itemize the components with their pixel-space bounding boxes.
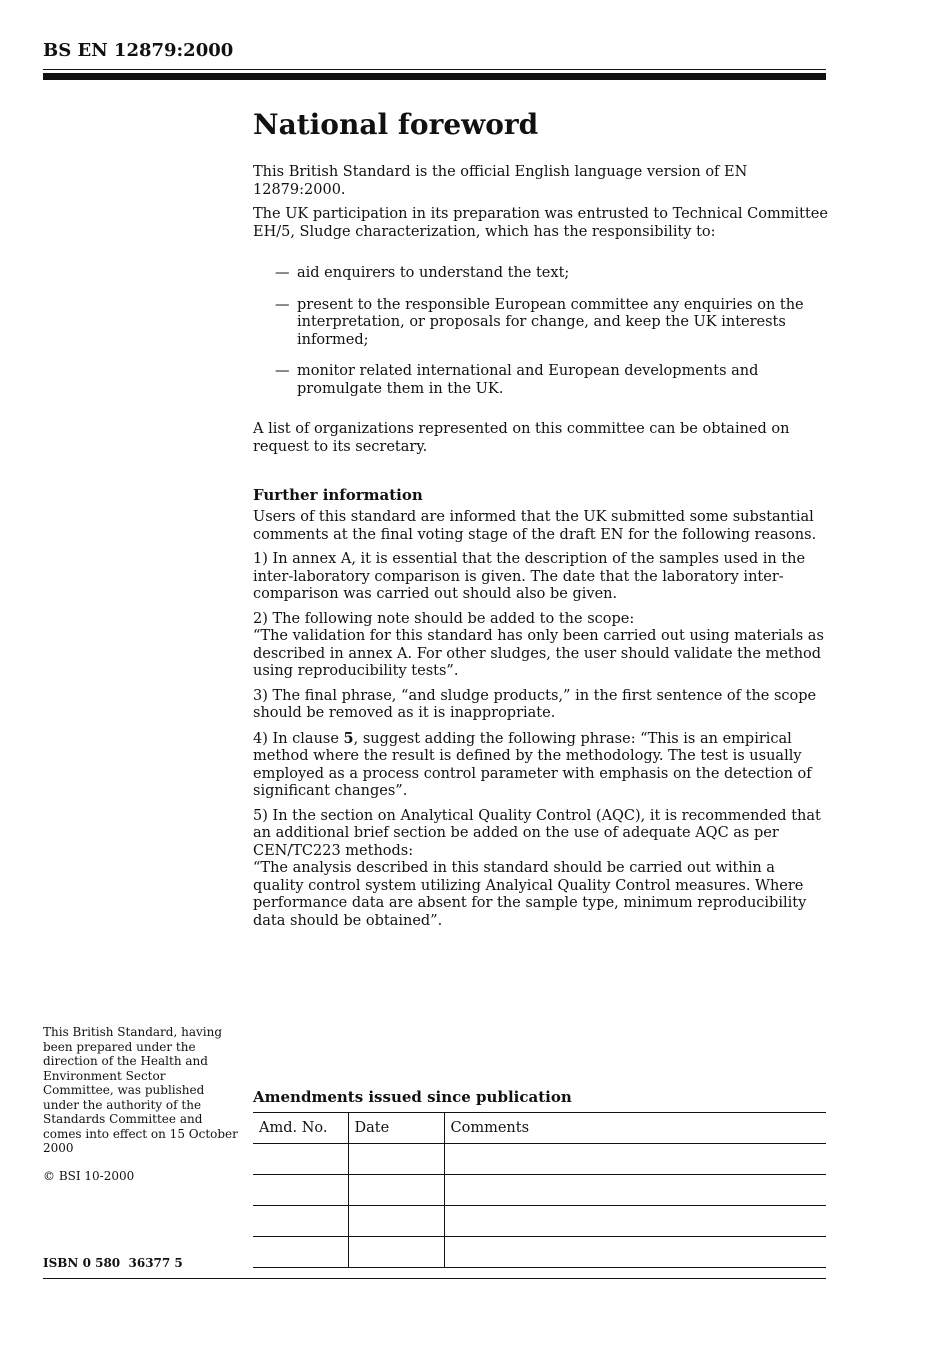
reason-2-text: 2) The following note should be added to the scope:	[253, 610, 635, 627]
table-cell	[348, 1175, 444, 1206]
table-row	[253, 1175, 826, 1206]
table-cell	[444, 1144, 826, 1175]
table-cell	[444, 1237, 826, 1268]
table-row	[253, 1237, 826, 1268]
column-header-amd-no: Amd. No.	[253, 1113, 348, 1144]
footer-rule	[43, 1278, 826, 1279]
reason-2-quote: “The validation for this standard has only been carried out using materials as described in annex A. For other sludges, the user should validate the method using reproducibility tests”.	[253, 628, 824, 679]
foreword-body	[253, 108, 828, 937]
committee-list-paragraph: A list of organizations represented on this committee can be obtained on request to its secretary.	[253, 421, 790, 455]
reason-3: 3) The final phrase, “and sludge products,” in the first sentence of the scope should be removed as it is inappropriate.	[253, 687, 817, 721]
clause-number: 5	[343, 729, 354, 747]
table-cell	[348, 1237, 444, 1268]
intro-paragraph: This British Standard is the official English language version of EN 12879:2000.	[253, 164, 748, 198]
column-header-date: Date	[348, 1113, 444, 1144]
table-row	[253, 1144, 826, 1175]
dash-marker: —	[275, 363, 290, 379]
reason-4-pre: 4) In clause	[253, 730, 344, 747]
list-item	[253, 363, 828, 398]
amendments-title: Amendments issued since publication	[253, 1088, 572, 1106]
table-cell	[253, 1237, 348, 1268]
table-cell	[253, 1206, 348, 1237]
participation-paragraph: The UK participation in its preparation was entrusted to Technical Committee EH/5, Sludge characterization, which has the responsibility to:	[253, 206, 828, 240]
list-item	[253, 297, 828, 350]
reason-5	[253, 808, 828, 931]
table-cell	[253, 1144, 348, 1175]
isbn: ISBN 0 580 36377 5	[43, 1256, 183, 1270]
page-title: National foreword	[253, 108, 539, 141]
header-rule-thin	[43, 69, 826, 70]
list-item-text: monitor related international and European developments and promulgate them in the UK.	[297, 363, 759, 397]
table-cell	[253, 1175, 348, 1206]
dash-marker: —	[275, 296, 290, 313]
list-item-text: present to the responsible European committee any enquiries on the interpretation, or proposals for change, and keep the UK interests informed;	[297, 296, 804, 348]
table-cell	[348, 1144, 444, 1175]
further-intro: Users of this standard are informed that the UK submitted some substantial comments at the final voting stage of the draft EN for the following reasons.	[253, 509, 817, 543]
amendments-table	[253, 1112, 826, 1268]
reason-4	[253, 730, 828, 801]
list-item-text: aid enquirers to understand the text;	[297, 265, 570, 281]
copyright: © BSI 10-2000	[43, 1169, 135, 1183]
list-item	[253, 265, 828, 283]
reason-4-post: , suggest adding the following phrase: “This is an empirical method where the result is defined by the methodology. The test is usually employed as a process control parameter with emphasis on the detection of significant changes”.	[253, 730, 812, 799]
reason-1: 1) In annex A, it is essential that the description of the samples used in the inter-laboratory comparison is given. The date that the laboratory inter-comparison was carried out should also be given.	[253, 551, 806, 602]
reason-5-text: 5) In the section on Analytical Quality Control (AQC), it is recommended that an additional brief section be added on the use of adequate AQC as per CEN/TC223 methods:	[253, 807, 821, 859]
table-cell	[348, 1206, 444, 1237]
reason-2	[253, 611, 828, 681]
responsibility-list	[253, 265, 828, 398]
table-cell	[444, 1175, 826, 1206]
column-header-comments: Comments	[444, 1113, 826, 1144]
header-rule-thick	[43, 73, 826, 80]
reason-5-quote: “The analysis described in this standard should be carried out within a quality control system utilizing Analyical Quality Control measures. Where performance data are absent for the sample type, minimum reproducibility data should be obtained”.	[253, 860, 807, 929]
document-id: BS EN 12879:2000	[43, 40, 234, 61]
table-header-row	[253, 1113, 826, 1144]
dash-marker: —	[275, 265, 290, 281]
further-information-heading: Further information	[253, 486, 423, 504]
table-cell	[444, 1206, 826, 1237]
publication-note: This British Standard, having been prepared under the direction of the Health and Environment Sector Committee, was published under the authority of the Standards Committee and comes into effect on 15 October 2000	[43, 1025, 238, 1155]
table-row	[253, 1206, 826, 1237]
